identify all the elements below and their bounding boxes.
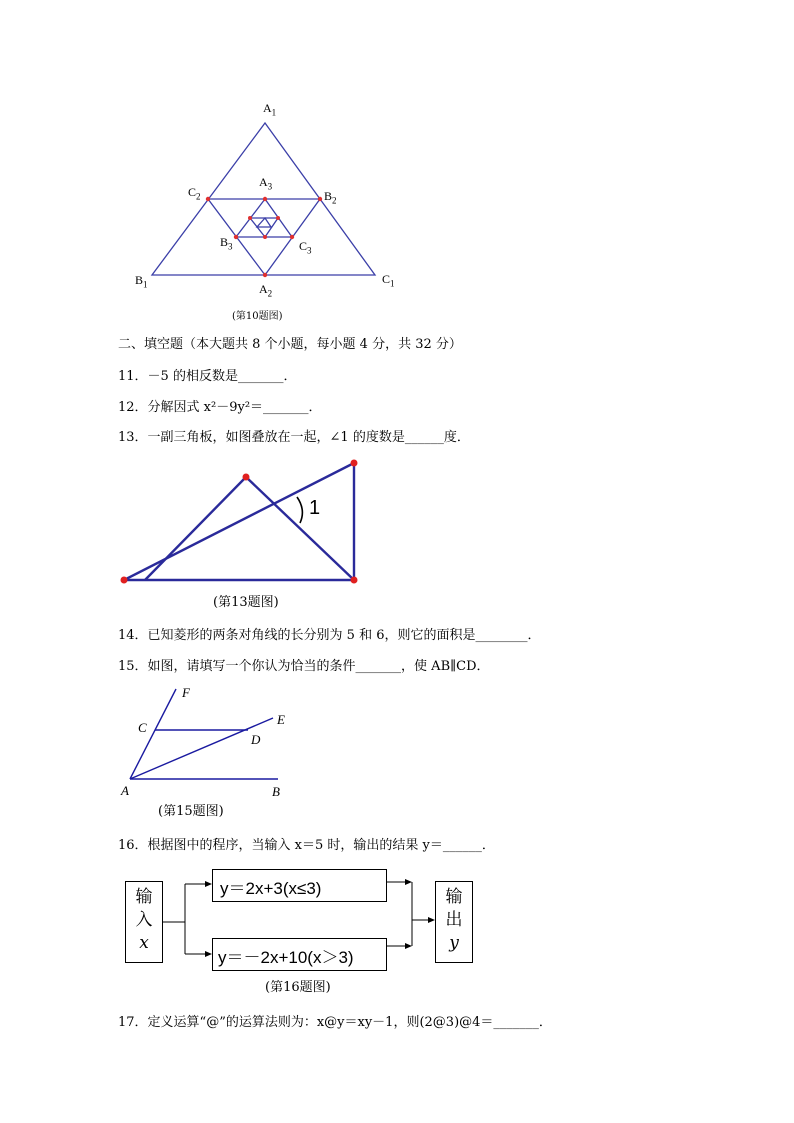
input-char-3: x	[139, 933, 149, 953]
question-17-blank: _______	[493, 1015, 539, 1030]
label-e: E	[277, 712, 285, 727]
question-11-end: ．	[283, 369, 297, 384]
label-c: C	[138, 720, 147, 735]
formula-bottom: y＝－2x+10(x＞3)	[218, 948, 354, 967]
question-14-text: 14．已知菱形的两条对角线的长分别为 5 和 6，则它的面积是	[118, 628, 476, 643]
label-b2: $B_2$	[324, 189, 337, 206]
question-12-blank: _______	[263, 400, 309, 415]
output-box-text	[435, 886, 473, 955]
label-a1: $A_1$	[263, 101, 277, 118]
figure-16-caption: (第16题图)	[265, 980, 331, 995]
label-c3: $C_3$	[299, 239, 312, 256]
label-b3: $B_3$	[220, 235, 233, 252]
label-a: A	[121, 783, 129, 798]
question-17-text: 17．定义运算“@”的运算法则为：x@y＝xy－1，则(2@3)@4＝	[118, 1015, 494, 1030]
question-12-end: ．	[308, 400, 322, 415]
question-14-blank: ________	[475, 628, 528, 643]
question-15-end: ，使 AB∥CD．	[401, 659, 490, 674]
figure-10-caption: (第10题图)	[232, 311, 283, 322]
question-13-blank: ______	[404, 430, 444, 445]
formula-top: y＝2x+3(x≤3)	[220, 879, 322, 898]
question-12-text: 12．分解因式 x²－9y²＝	[118, 400, 264, 415]
label-b: B	[272, 784, 280, 799]
question-13-text: 13．一副三角板，如图叠放在一起，∠1 的度数是	[118, 430, 405, 445]
question-14-end: ．	[527, 628, 541, 643]
question-15-blank: _______	[355, 659, 402, 674]
figure-13-caption: (第13题图)	[213, 595, 279, 610]
question-16-end: ．	[481, 838, 495, 853]
question-15-text: 15．如图，请填写一个你认为恰当的条件	[118, 659, 356, 674]
label-d: D	[251, 732, 261, 747]
input-box-text	[125, 886, 163, 955]
question-11-blank: _______	[237, 369, 284, 384]
input-char-2: 入	[135, 910, 153, 930]
question-16-blank: ______	[442, 838, 482, 853]
output-char-2: 出	[445, 910, 463, 930]
section-2-heading: 二、填空题（本大题共 8 个小题，每小题 4 分，共 32 分）	[118, 337, 462, 352]
label-b1: $B_1$	[135, 273, 148, 290]
question-17	[118, 1011, 552, 1030]
angle-1-label: 1	[309, 497, 321, 519]
question-11-text: 11．－5 的相反数是	[118, 369, 238, 384]
input-char-1: 输	[135, 887, 153, 907]
label-a3: $A_3$	[259, 175, 273, 192]
label-c2: $C_2$	[188, 185, 201, 202]
question-16-text: 16．根据图中的程序，当输入 x＝5 时，输出的结果 y＝	[118, 838, 443, 853]
output-char-3: y	[449, 933, 459, 953]
label-a2: $A_2$	[259, 282, 273, 299]
question-17-end: ．	[538, 1015, 552, 1030]
question-13-end: 度．	[443, 430, 470, 445]
label-c1: $C_1$	[382, 272, 395, 289]
label-f: F	[182, 685, 190, 700]
output-char-1: 输	[445, 887, 463, 907]
figure-15-caption: (第15题图)	[158, 804, 224, 819]
